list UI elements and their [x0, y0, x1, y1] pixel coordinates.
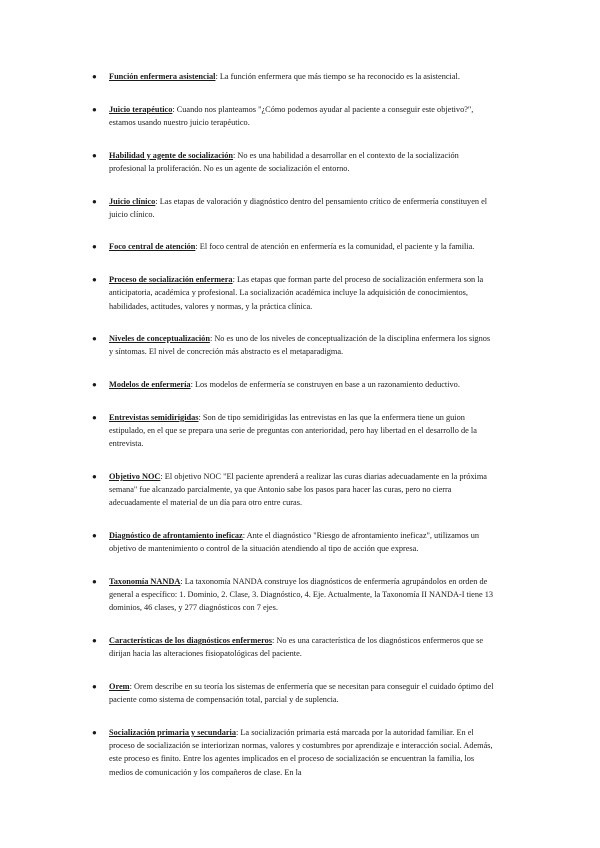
item-term: Entrevistas semidirigidas: [109, 412, 199, 422]
item-term: Orem: [109, 681, 130, 691]
bullet-icon: ●: [92, 471, 97, 481]
list-item: [92, 575, 494, 615]
list-item: [92, 103, 494, 129]
item-text: : El objetivo NOC "El paciente aprenderá a realizar las curas diarias adecuadamente en la próxima semana" fue alcanzado parcialmente, ya que Antonio sabe los pasos para hacer las curas, pero no cierra adecuadamente el material de un día para otro entre curas.: [109, 471, 487, 508]
item-term: Foco central de atención: [109, 242, 196, 252]
bullet-icon: ●: [92, 275, 97, 285]
item-text: : La taxonomía NANDA construye los diagnósticos de enfermería agrupándolos en orden de general a específico: 1. Dominio, 2. Clase, 3. Diagnóstico, 4. Eje. Actualmente, la Taxonomía II NANDA-I tiene 13 dominios, 46 clases, y 277 diagnósticos con 7 ejes.: [109, 576, 494, 613]
list-item: [92, 726, 494, 779]
item-term: Socialización primaria y secundaria: [109, 727, 236, 737]
item-term: Niveles de conceptualización: [109, 334, 210, 344]
item-text: : No es una habilidad a desarrollar en el contexto de la socialización profesional la proliferación. No es un agente de socialización el entorno.: [109, 150, 459, 173]
item-term: Proceso de socialización enfermera: [109, 275, 233, 285]
item-text: : Cuando nos planteamos "¿Cómo podemos ayudar al paciente a conseguir este objetivo?", estamos usando nuestro juicio terapéutico.: [109, 104, 474, 127]
list-item: [92, 634, 494, 660]
bullet-icon: ●: [92, 72, 97, 81]
item-term: Juicio terapéutico: [109, 104, 173, 114]
list-item: [92, 240, 494, 253]
list-item: [92, 195, 494, 221]
item-term: Objetivo NOC: [109, 471, 161, 481]
item-text: : La socialización primaria está marcada por la autoridad familiar. En el proceso de socialización se interiorizan normas, valores y costumbres por aprendizaje e interacción social. Además, este proceso es finito. Entre los agentes implicados en el proceso de socialización se encuentran la familia, los medios de comunicación y los compañeros de clase. En la: [109, 727, 493, 777]
item-text: : Los modelos de enfermería se construyen en base a un razonamiento deductivo.: [190, 380, 460, 390]
item-term: Diagnóstico de afrontamiento ineficaz: [109, 531, 243, 541]
bullet-icon: ●: [92, 380, 97, 390]
item-term: Modelos de enfermería: [109, 380, 191, 390]
bullet-icon: ●: [92, 104, 97, 114]
item-term: Taxonomía NANDA: [109, 576, 181, 586]
item-term: Juicio clínico: [109, 196, 156, 206]
bullet-icon: ●: [92, 196, 97, 206]
item-text: : Las etapas de valoración y diagnóstico dentro del pensamiento crítico de enfermería constituyen el juicio clínico.: [109, 196, 488, 219]
item-text: : El foco central de atención en enfermería es la comunidad, el paciente y la familia.: [195, 242, 475, 252]
list-item: [92, 332, 494, 358]
definitions-list: [92, 70, 494, 798]
item-text: : Ante el diagnóstico "Riesgo de afrontamiento ineficaz", utilizamos un objetivo de mantenimiento o control de la situación atendiendo al tipo de acción que expresa.: [109, 531, 479, 554]
bullet-icon: ●: [92, 242, 97, 252]
list-item: [92, 70, 494, 83]
item-term: Habilidad y agente de socialización: [109, 150, 233, 160]
list-item: [92, 149, 494, 175]
list-item: [92, 529, 494, 555]
item-text: : Son de tipo semidirigidas las entrevistas en las que la enfermera tiene un guion estipulado, en el que se prepara una serie de preguntas con anterioridad, pero hay libertad en el desarrollo de la entrevista.: [109, 412, 477, 449]
bullet-icon: ●: [92, 636, 97, 646]
item-term: Características de los diagnósticos enfermeros: [109, 636, 272, 646]
list-item: [92, 680, 494, 706]
bullet-icon: ●: [92, 150, 97, 160]
list-item: [92, 378, 494, 391]
item-text: : Orem describe en su teoría los sistemas de enfermería que se necesitan para conseguir el cuidado óptimo del paciente como sistema de compensación total, parcial y de suplencia.: [109, 681, 494, 705]
bullet-icon: ●: [92, 531, 97, 541]
list-item: [92, 470, 494, 510]
item-text: : La función enfermera que más tiempo se ha reconocido es la asistencial.: [215, 72, 460, 81]
item-text: : Las etapas que forman parte del proceso de socialización enfermera son la anticipatoria, académica y profesional. La socialización académica incluye la adquisición de conocimientos, habilidades, actitudes, valores y normas, y la práctica clínica.: [109, 275, 484, 311]
item-text: : No es uno de los niveles de conceptualización de la disciplina enfermera los signos y síntomas. El nivel de concreción más abstracto es el metaparadigma.: [109, 334, 491, 357]
bullet-icon: ●: [92, 727, 97, 737]
bullet-icon: ●: [92, 681, 97, 691]
bullet-icon: ●: [92, 334, 97, 344]
list-item: [92, 273, 494, 313]
item-text: : No es una característica de los diagnósticos enfermeros que se dirijan hacia las alteraciones fisiopatológicas del paciente.: [109, 636, 484, 659]
bullet-icon: ●: [92, 576, 97, 586]
bullet-icon: ●: [92, 412, 97, 422]
item-term: Función enfermera asistencial: [109, 72, 216, 81]
list-item: [92, 411, 494, 451]
